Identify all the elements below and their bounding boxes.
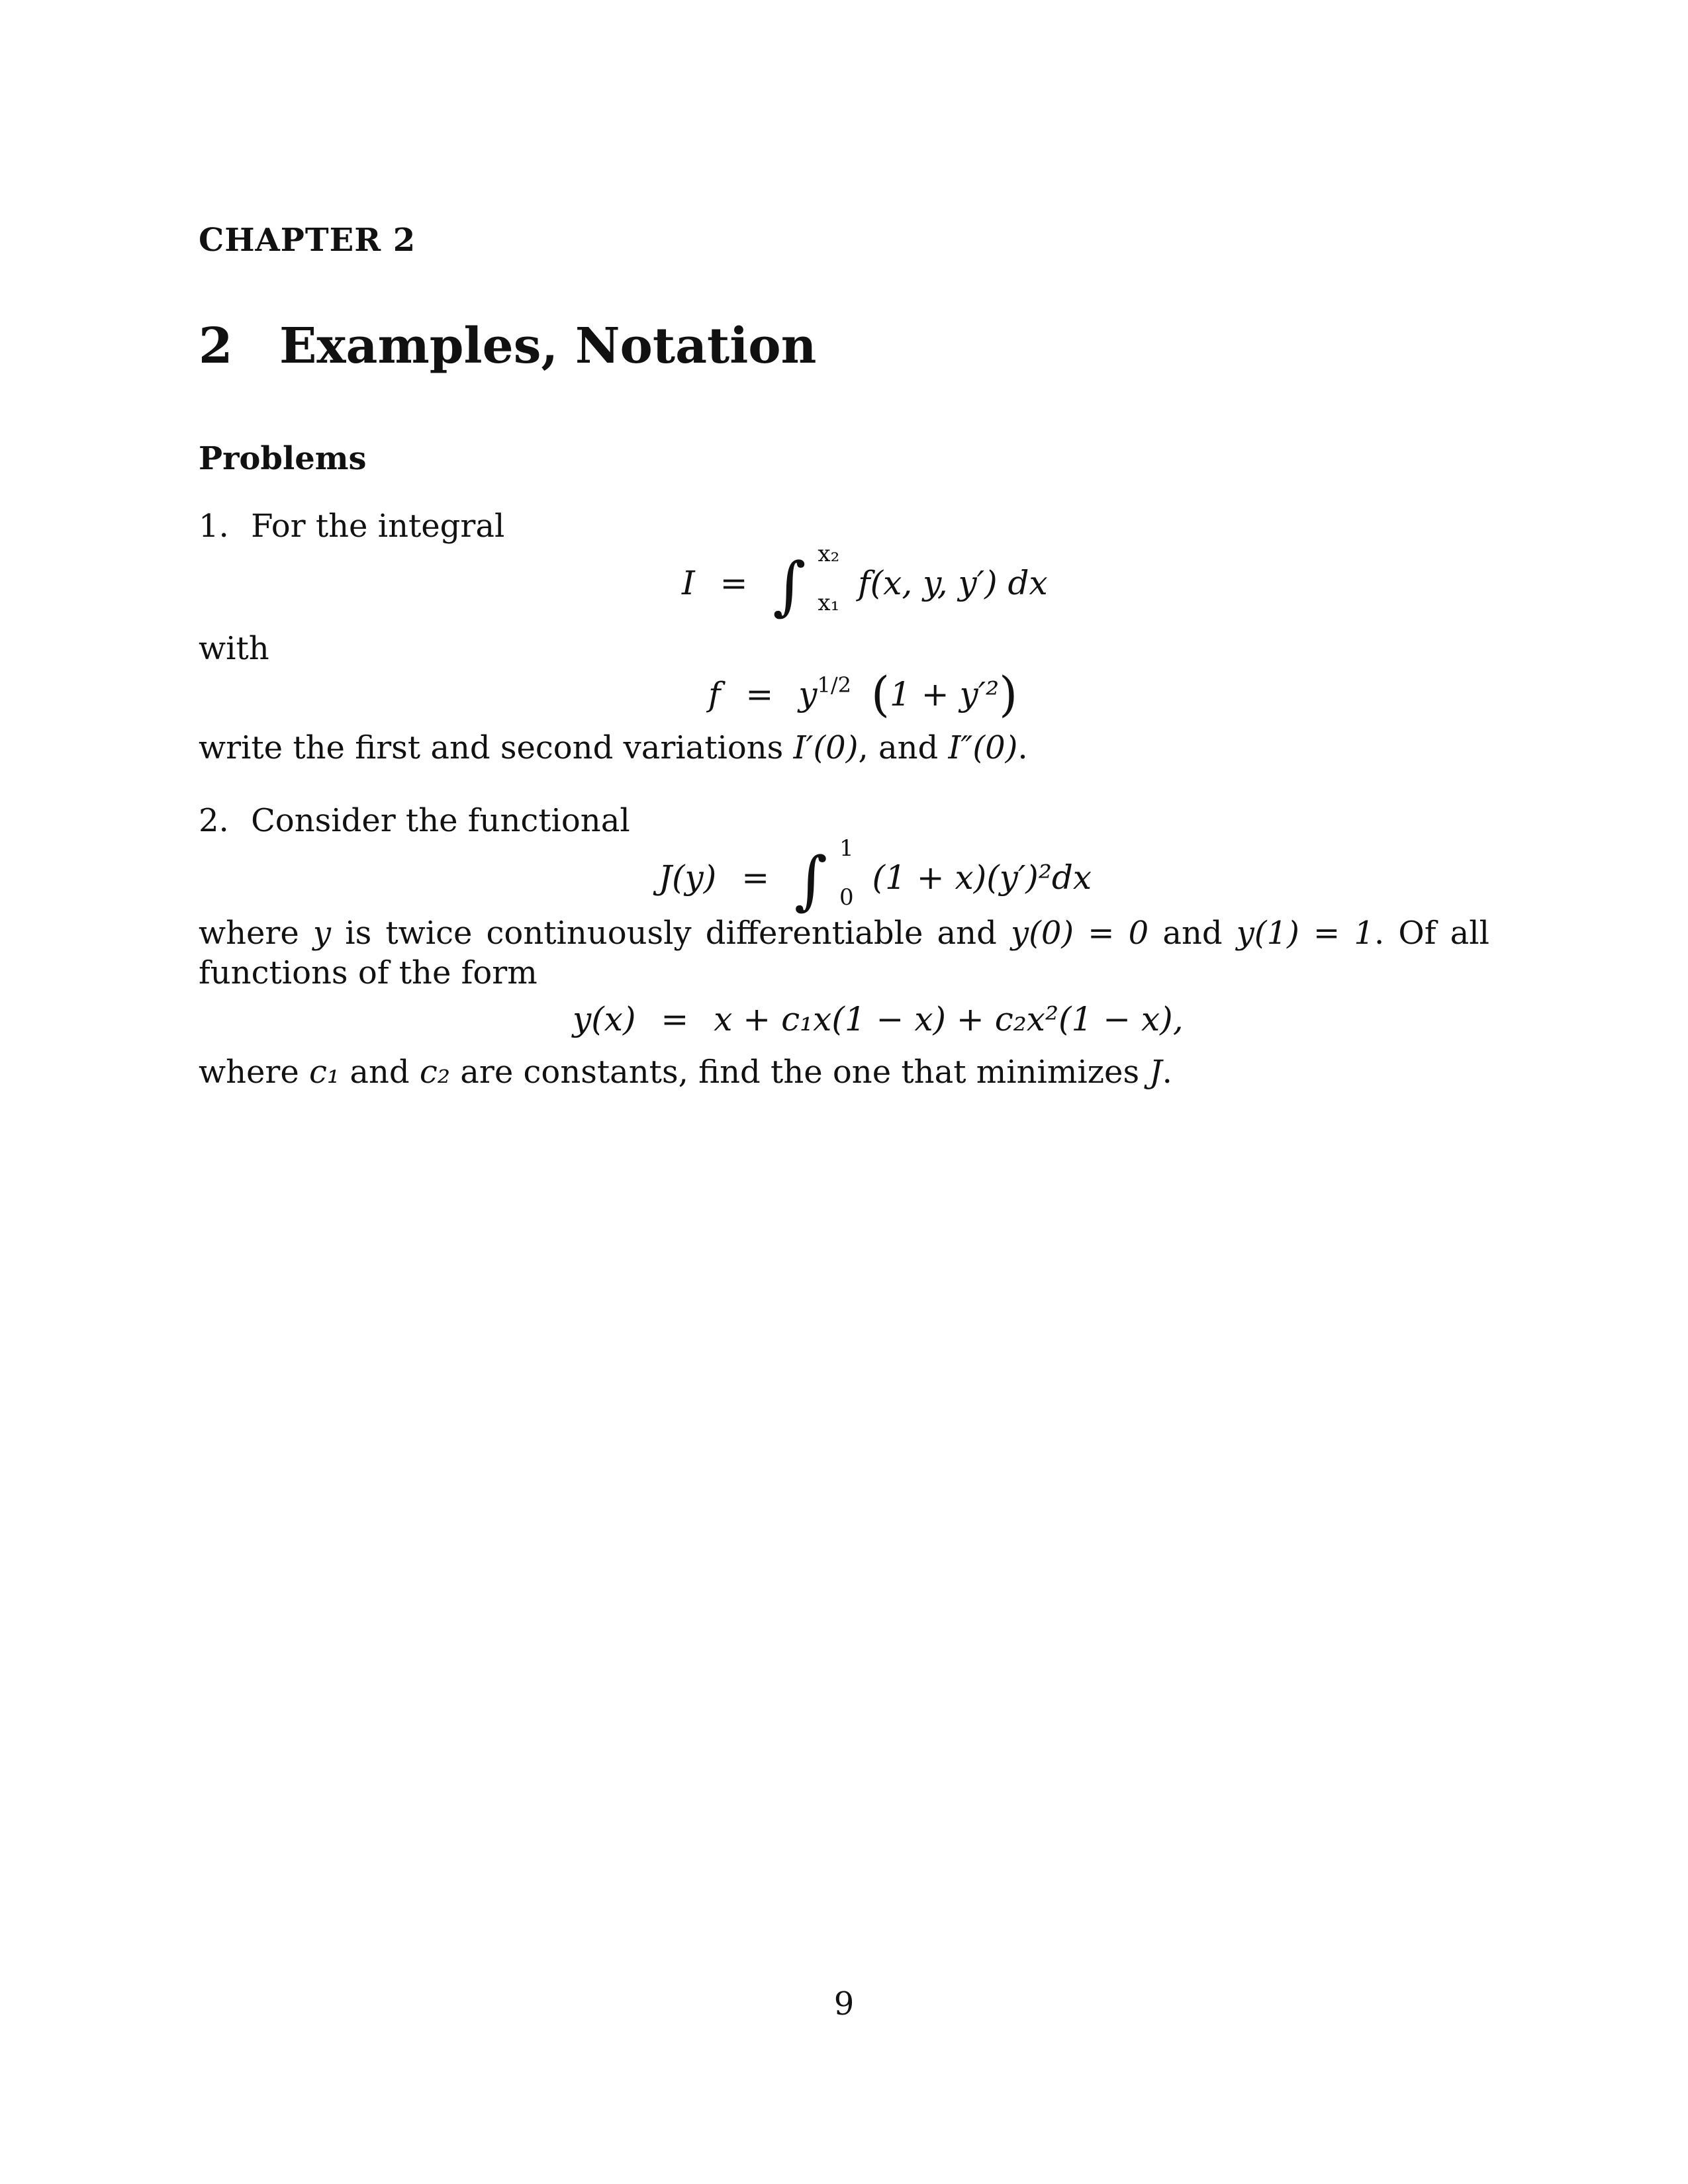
problem-2-final [199, 1052, 1172, 1092]
trial-rhs: x + c₁x(1 − x) + c₂x²(1 − x), [714, 1000, 1184, 1038]
para-c: and [1149, 915, 1237, 952]
problem-1-equation-f [708, 665, 1018, 722]
eq-lhs: I [682, 564, 695, 602]
problem-1-with: with [199, 630, 269, 667]
functional-integrand: (1 + x)(y′)²dx [872, 858, 1092, 897]
first-variation: I′(0) [793, 729, 859, 766]
final-a: where [199, 1054, 310, 1091]
integrand: f(x, y, y′) dx [858, 564, 1048, 602]
para-d: . Of all functions of the form [199, 915, 1489, 991]
integral-upper-limit: 1 [839, 835, 854, 862]
final-c: are constants, find the one that minimizes [450, 1054, 1150, 1091]
page-number: 9 [833, 1985, 855, 2023]
integral-limits [839, 837, 854, 909]
right-paren-icon: ) [999, 666, 1018, 722]
functional-J: J [1149, 1054, 1162, 1091]
second-variation: I″(0) [948, 729, 1018, 766]
f-inner: 1 + y′² [889, 675, 1000, 713]
integral-sign-icon: ∫ [794, 843, 828, 917]
f-exponent: 1/2 [817, 672, 851, 698]
var-y: y [312, 915, 332, 952]
question-text-a: write the first and second variations [199, 729, 794, 766]
section-title-text: Examples, Notation [279, 318, 817, 375]
question-text-b: , and [858, 729, 949, 766]
trial-equals: = [661, 1000, 689, 1038]
functional-equals: = [741, 858, 770, 897]
const-c2: c₂ [419, 1054, 451, 1091]
boundary-condition-1: y(0) = 0 [1010, 915, 1149, 952]
final-d: . [1162, 1054, 1172, 1091]
f-lhs: f [708, 675, 721, 713]
const-c1: c₁ [309, 1054, 340, 1091]
problem-2-intro [199, 801, 630, 841]
integral-limits [818, 543, 839, 614]
problem-2-paragraph [199, 913, 1489, 993]
final-b: and [340, 1054, 420, 1091]
problems-heading: Problems [199, 440, 367, 477]
problem-1-question [199, 728, 1028, 768]
section-title [199, 318, 816, 375]
problem-1-intro [199, 506, 504, 546]
para-a: where [199, 915, 313, 952]
boundary-condition-2: y(1) = 1 [1236, 915, 1374, 952]
eq-equals: = [720, 564, 748, 602]
problem-1-intro-text: For the integral [251, 508, 505, 545]
para-b: is twice continuously differentiable and [331, 915, 1011, 952]
section-number: 2 [199, 318, 233, 375]
trial-lhs: y(x) [573, 1000, 636, 1038]
f-base: y [798, 675, 818, 713]
f-equals: = [745, 675, 774, 713]
problem-2-intro-text: Consider the functional [251, 802, 630, 839]
problem-1-equation-integral [682, 541, 1048, 623]
problem-2-equation-functional [659, 835, 1092, 917]
integral-upper-limit: x₂ [818, 541, 840, 567]
problem-2-equation-trial-function [573, 999, 1184, 1039]
left-paren-icon: ( [870, 666, 890, 722]
integral-lower-limit: x₁ [818, 590, 840, 616]
problem-2-number: 2. [199, 802, 229, 839]
integral-sign-icon: ∫ [773, 549, 806, 623]
functional-lhs: J(y) [659, 858, 717, 897]
problem-1-number: 1. [199, 508, 229, 545]
integral-lower-limit: 0 [839, 884, 854, 911]
question-text-c: . [1017, 729, 1028, 766]
chapter-label: CHAPTER 2 [199, 222, 416, 259]
